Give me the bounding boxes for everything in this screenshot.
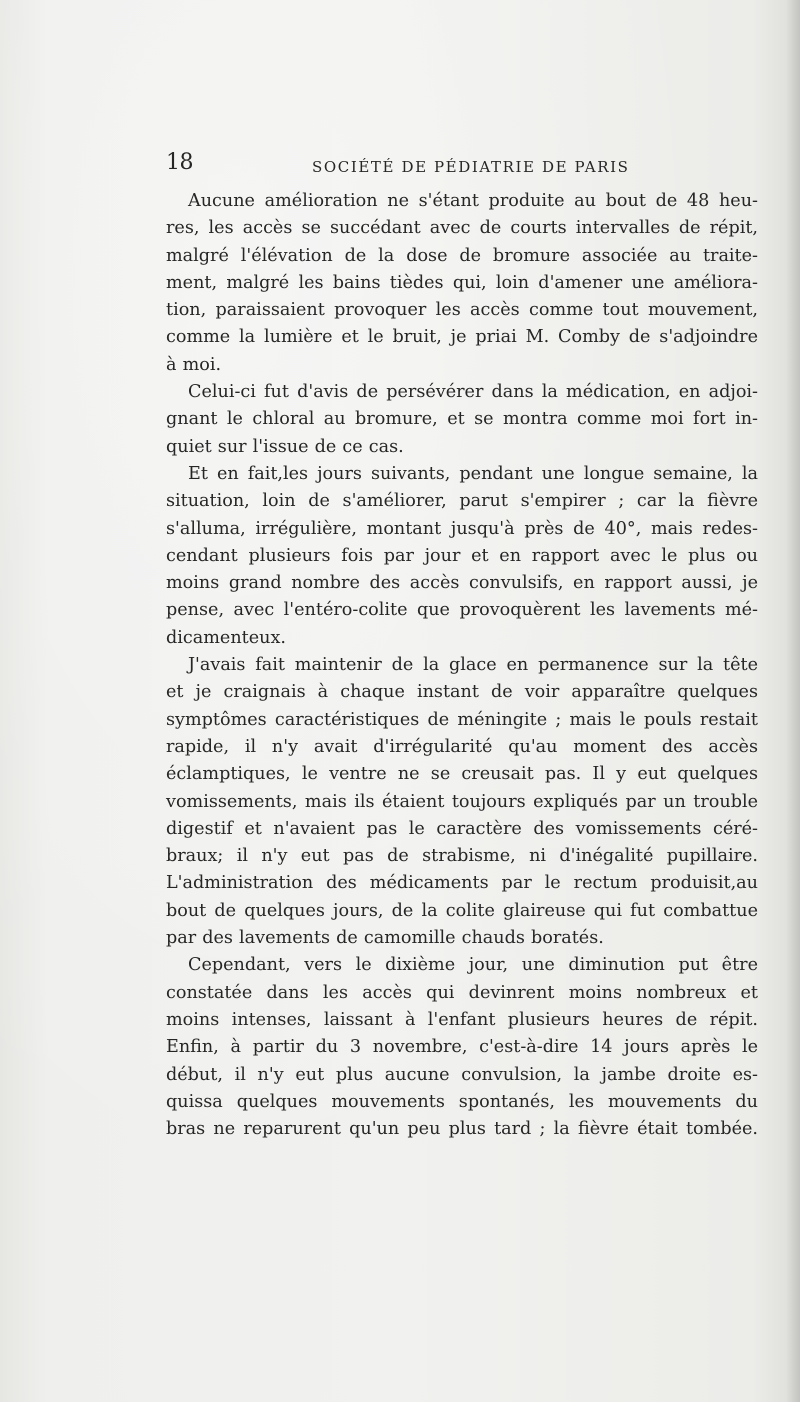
text-line: constatée dans les accès qui devinrent moins nombreux et <box>166 982 758 1003</box>
text-line: gnant le chloral au bromure, et se montra comme moi fort in- <box>166 409 758 430</box>
text-line: J'avais fait maintenir de la glace en permanence sur la tête <box>188 655 758 676</box>
text-line: moins intenses, laissant à l'enfant plusieurs heures de répit. <box>166 1009 758 1030</box>
text-line: quissa quelques mouvements spontanés, les mouvements du <box>166 1091 758 1112</box>
text-line: cendant plusieurs fois par jour et en rapport avec le plus ou <box>166 545 758 566</box>
text-line: situation, loin de s'améliorer, parut s'empirer ; car la fièvre <box>166 491 758 512</box>
text-line: malgré l'élévation de la dose de bromure associée au traite- <box>166 245 758 266</box>
text-line: Enfin, à partir du 3 novembre, c'est-à-dire 14 jours après le <box>166 1037 758 1058</box>
text-line: comme la lumière et le bruit, je priai M. Comby de s'adjoindre <box>166 327 758 348</box>
text-line: tion, paraissaient provoquer les accès comme tout mouvement, <box>166 300 758 321</box>
text-line: début, il n'y eut plus aucune convulsion, la jambe droite es- <box>166 1064 758 1085</box>
page-edge-shadow <box>786 0 800 1402</box>
running-title: SOCIÉTÉ DE PÉDIATRIE DE PARIS <box>312 158 630 176</box>
text-line: Celui-ci fut d'avis de persévérer dans la médication, en adjoi- <box>188 382 758 403</box>
text-line: quiet sur l'issue de ce cas. <box>166 436 404 457</box>
text-line: s'alluma, irrégulière, montant jusqu'à près de 40°, mais redes- <box>166 518 758 539</box>
text-line: L'administration des médicaments par le rectum produisit,au <box>166 873 758 894</box>
text-line: et je craignais à chaque instant de voir apparaître quelques <box>166 682 758 703</box>
text-line: res, les accès se succédant avec de courts intervalles de répit, <box>166 218 758 239</box>
text-line: symptômes caractéristiques de méningite ; mais le pouls restait <box>166 709 758 730</box>
body-text <box>166 188 758 1143</box>
text-line: braux; il n'y eut pas de strabisme, ni d'inégalité pupillaire. <box>166 846 758 867</box>
text-line: pense, avec l'entéro-colite que provoquèrent les lavements mé- <box>166 600 758 621</box>
text-line: bras ne reparurent qu'un peu plus tard ; la fièvre était tombée. <box>166 1119 758 1140</box>
text-line: digestif et n'avaient pas le caractère des vomissements céré- <box>166 818 758 839</box>
text-line: à moi. <box>166 354 222 375</box>
text-line: Et en fait,les jours suivants, pendant une longue semaine, la <box>188 463 758 484</box>
text-line: éclamptiques, le ventre ne se creusait pas. Il y eut quelques <box>166 764 758 785</box>
text-line: moins grand nombre des accès convulsifs, en rapport aussi, je <box>166 573 758 594</box>
text-line: Aucune amélioration ne s'étant produite au bout de 48 heu- <box>188 191 758 211</box>
page-number: 18 <box>166 150 193 175</box>
text-line: bout de quelques jours, de la colite glaireuse qui fut combattue <box>166 900 758 921</box>
text-line: ment, malgré les bains tièdes qui, loin d'amener une améliora- <box>166 272 758 293</box>
text-line: par des lavements de camomille chauds boratés. <box>166 928 604 949</box>
text-line: rapide, il n'y avait d'irrégularité qu'au moment des accès <box>166 736 758 757</box>
text-line: vomissements, mais ils étaient toujours expliqués par un trouble <box>166 791 758 812</box>
text-line: Cependant, vers le dixième jour, une diminution put être <box>188 955 758 976</box>
text-line: dicamenteux. <box>166 627 286 648</box>
